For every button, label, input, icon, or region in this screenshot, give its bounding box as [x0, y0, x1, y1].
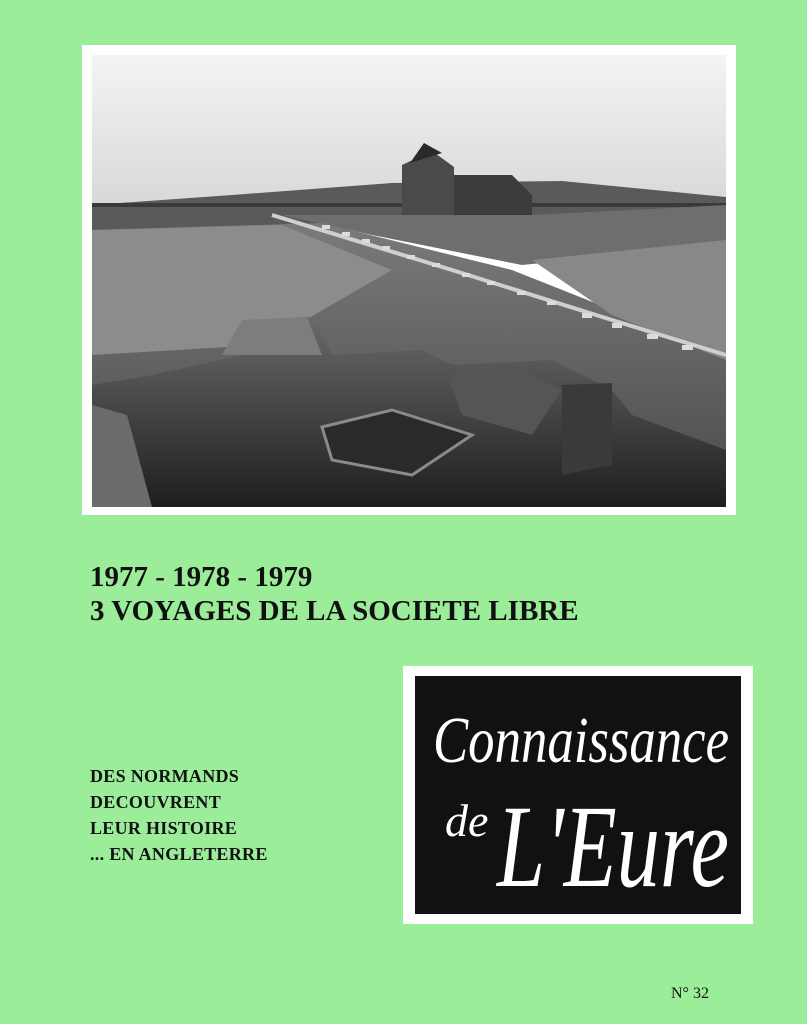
- logo-lettering: [415, 676, 741, 914]
- issue-number: N° 32: [671, 985, 709, 1002]
- magazine-logo: [403, 666, 753, 924]
- subtitle: [90, 763, 400, 867]
- headline: [90, 560, 750, 628]
- cover-photo-frame: [82, 45, 736, 515]
- subtitle-line-4: ... EN ANGLETERRE: [90, 844, 268, 864]
- subtitle-line-1: DES NORMANDS: [90, 766, 240, 786]
- subtitle-line-2: DECOUVRENT: [90, 792, 222, 812]
- headline-years: 1977 - 1978 - 1979: [90, 561, 313, 593]
- castle-ruins-photo: [92, 55, 726, 507]
- logo-panel: [415, 676, 741, 914]
- logo-word-eure: L'Eure: [495, 781, 729, 912]
- subtitle-line-3: LEUR HISTOIRE: [90, 818, 238, 838]
- logo-word-connaissance: Connaissance: [433, 704, 729, 777]
- logo-word-de: de: [445, 795, 489, 846]
- headline-title: 3 VOYAGES DE LA SOCIETE LIBRE: [90, 595, 579, 627]
